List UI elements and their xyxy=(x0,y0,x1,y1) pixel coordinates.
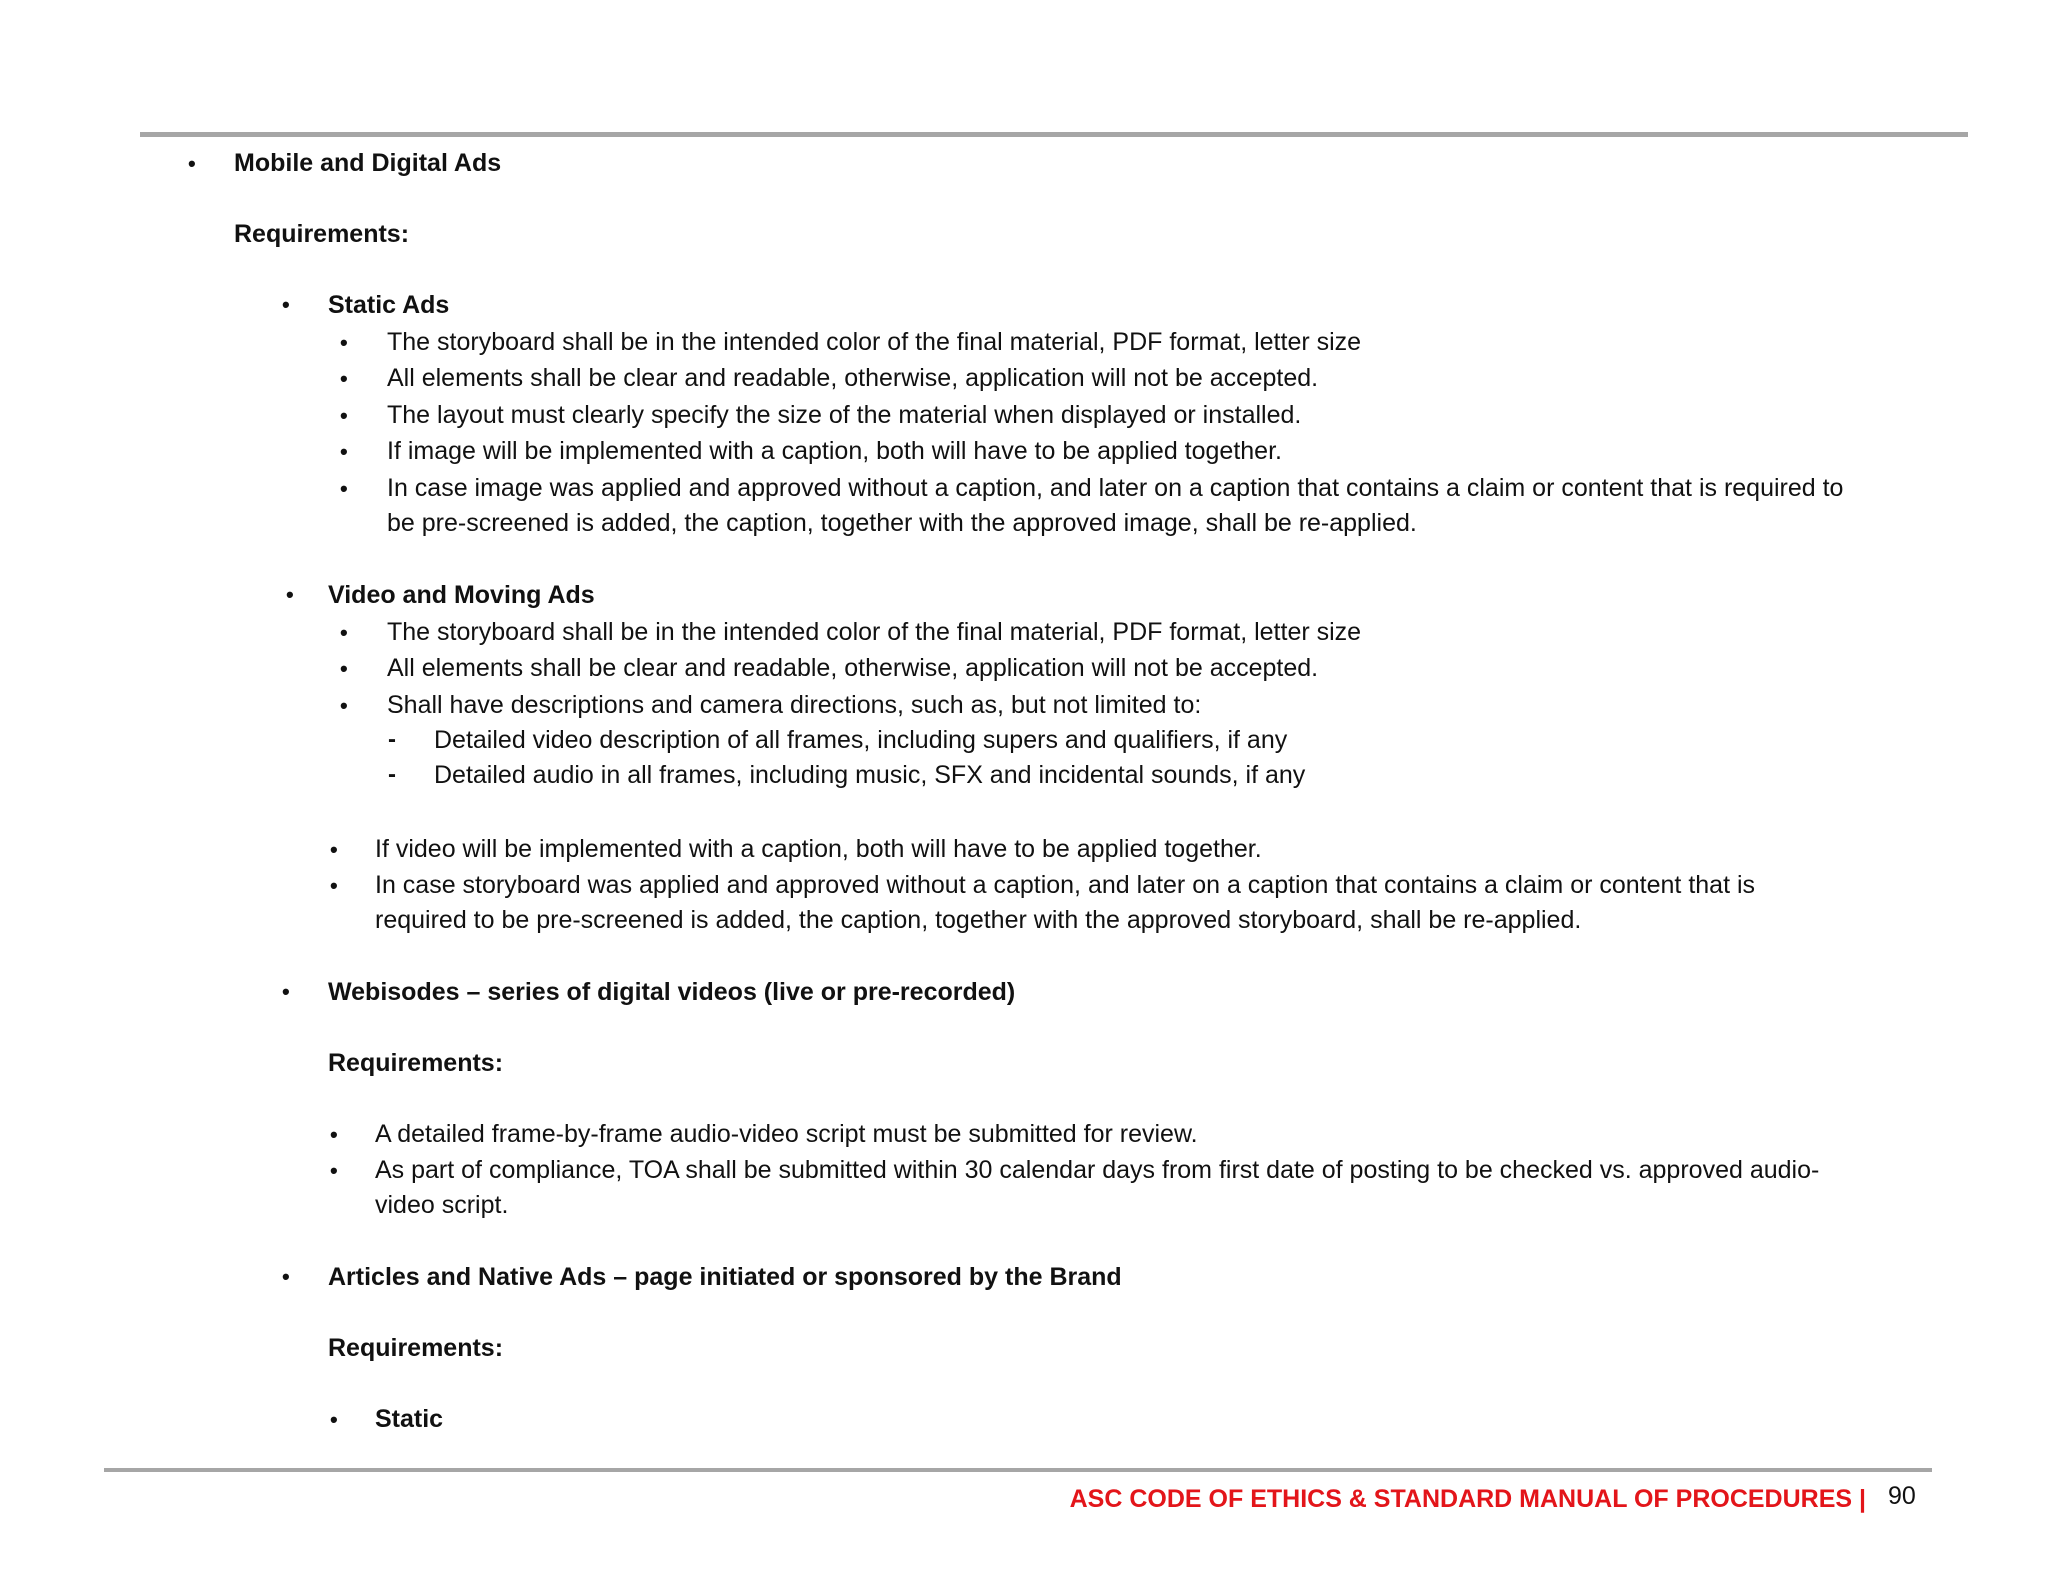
bullet-marker: • xyxy=(340,476,348,501)
bullet-marker: • xyxy=(340,366,348,391)
sub-list-item: Detailed audio in all frames, including music, SFX and incidental sounds, if any xyxy=(434,761,1306,789)
bullet-marker: • xyxy=(340,330,348,355)
bullet-marker: • xyxy=(282,292,290,317)
list-item: The storyboard shall be in the intended color of the final material, PDF format, letter size xyxy=(387,328,1362,356)
list-item: In case storyboard was applied and approved without a caption, and later on a caption that contains a claim or content that is xyxy=(375,871,1756,899)
video-ads-title: Video and Moving Ads xyxy=(328,581,595,609)
list-item-continuation: required to be pre-screened is added, the caption, together with the approved storyboard, shall be re-applied. xyxy=(375,906,1582,934)
webisodes-title: Webisodes – series of digital videos (live or pre-recorded) xyxy=(328,978,1016,1006)
articles-title: Articles and Native Ads – page initiated or sponsored by the Brand xyxy=(328,1263,1122,1291)
footer-rule xyxy=(104,1468,1932,1472)
bullet-marker: • xyxy=(340,656,348,681)
bullet-marker: • xyxy=(340,439,348,464)
section-title: Mobile and Digital Ads xyxy=(234,149,502,177)
bullet-marker: • xyxy=(330,1122,338,1147)
sub-list-item: Detailed video description of all frames, including supers and qualifiers, if any xyxy=(434,726,1288,754)
list-item: Shall have descriptions and camera directions, such as, but not limited to: xyxy=(387,691,1202,719)
list-item: If video will be implemented with a caption, both will have to be applied together. xyxy=(375,835,1262,863)
list-item: If image will be implemented with a caption, both will have to be applied together. xyxy=(387,437,1282,465)
requirements-label: Requirements: xyxy=(234,220,410,248)
bullet-marker: • xyxy=(330,873,338,898)
list-item: As part of compliance, TOA shall be submitted within 30 calendar days from first date of posting to be checked vs. approved audio- xyxy=(375,1156,1820,1184)
list-item: In case image was applied and approved without a caption, and later on a caption that contains a claim or content that is required to xyxy=(387,474,1844,502)
header-rule xyxy=(140,132,1968,137)
static-ads-title: Static Ads xyxy=(328,291,450,319)
list-item: All elements shall be clear and readable, otherwise, application will not be accepted. xyxy=(387,654,1319,682)
bullet-marker: • xyxy=(286,582,294,607)
list-item: All elements shall be clear and readable, otherwise, application will not be accepted. xyxy=(387,364,1319,392)
bullet-marker: • xyxy=(340,693,348,718)
bullet-marker: • xyxy=(330,837,338,862)
bullet-marker: • xyxy=(282,979,290,1004)
list-item: The storyboard shall be in the intended color of the final material, PDF format, letter size xyxy=(387,618,1362,646)
list-item-continuation: video script. xyxy=(375,1191,509,1219)
bullet-marker: • xyxy=(330,1158,338,1183)
bullet-marker: • xyxy=(188,151,196,176)
bullet-marker: • xyxy=(330,1407,338,1432)
list-item: The layout must clearly specify the size of the material when displayed or installed. xyxy=(387,401,1302,429)
page-number: 90 xyxy=(1888,1482,1916,1510)
bullet-marker: • xyxy=(282,1264,290,1289)
bullet-marker: • xyxy=(340,620,348,645)
requirements-label: Requirements: xyxy=(328,1049,504,1077)
footer-title: ASC CODE OF ETHICS & STANDARD MANUAL OF PROCEDURES | xyxy=(1069,1485,1866,1513)
list-item-continuation: be pre-screened is added, the caption, together with the approved image, shall be re-applied. xyxy=(387,509,1417,537)
list-item: Static xyxy=(375,1405,444,1433)
dash-marker: - xyxy=(388,761,396,788)
dash-marker: - xyxy=(388,726,396,753)
requirements-label: Requirements: xyxy=(328,1334,504,1362)
list-item: A detailed frame-by-frame audio-video script must be submitted for review. xyxy=(375,1120,1198,1148)
bullet-marker: • xyxy=(340,403,348,428)
